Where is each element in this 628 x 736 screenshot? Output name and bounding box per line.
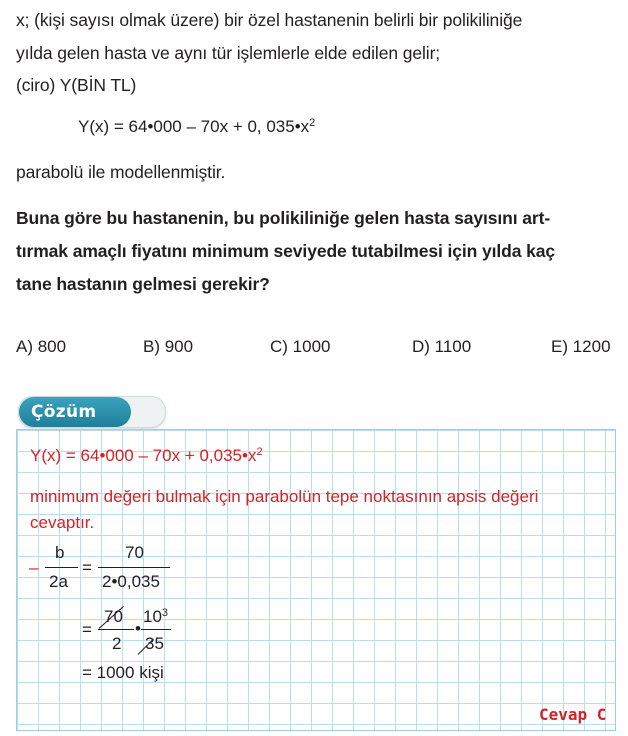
fraction-power-exponent: 3 — [161, 607, 169, 619]
solution-text-1: minimum değeri bulmak için parabolün tepe noktasının apsis değeri — [30, 487, 539, 506]
option-b[interactable]: B) 900 — [143, 337, 194, 356]
option-e[interactable]: E) 1200 — [551, 337, 611, 356]
solution-tab-label: Çözüm — [19, 397, 131, 427]
answer-label: Cevap C — [539, 705, 607, 724]
fraction-b-denominator: 2a — [49, 572, 68, 591]
fraction-cancel-denominator: 2 — [112, 634, 122, 653]
fraction-power-bar — [141, 629, 171, 630]
option-d[interactable]: D) 1100 — [412, 337, 472, 356]
question-line-2: yılda gelen hasta ve aynı tür işlemlerle elde edilen gelir; — [16, 43, 441, 63]
solution-formula — [30, 446, 263, 466]
solution-formula-main: Y(x) = 64•000 – 70x + 0,035•x — [30, 446, 257, 465]
question-prompt-line-2: tırmak amaçlı fiyatını minimum seviyede tutabilmesi için yılda kaç — [16, 241, 556, 261]
fraction-cancel-numerator: 70 — [104, 607, 123, 626]
question-prompt-line-3: tane hastanın gelmesi gerekir? — [16, 274, 270, 294]
multiply-dot: • — [135, 619, 141, 638]
fraction-70-bar — [98, 567, 170, 568]
fraction-b-numerator: b — [55, 543, 65, 562]
solution-tab — [18, 396, 166, 428]
question-line-1: x; (kişi sayısı olmak üzere) bir özel hastanenin belirli bir polikiliniğe — [16, 10, 523, 30]
equals-sign-1: = — [82, 558, 92, 577]
question-line-4: parabolü ile modellenmiştir. — [16, 162, 226, 182]
fraction-b-bar — [45, 567, 78, 568]
model-formula — [78, 117, 315, 137]
option-c[interactable]: C) 1000 — [270, 337, 331, 356]
model-formula-main: Y(x) = 64•000 – 70x + 0, 035•x — [78, 117, 310, 136]
fraction-70-numerator: 70 — [125, 543, 144, 562]
model-formula-exponent: 2 — [309, 117, 316, 129]
fraction-power-denominator: 35 — [145, 634, 164, 653]
fraction-power-numerator — [143, 607, 168, 627]
solution-text-2: cevaptır. — [30, 513, 95, 532]
minus-sign: – — [29, 558, 39, 577]
question-prompt-line-1: Buna göre bu hastanenin, bu polikiliniğe gelen hasta sayısını art- — [16, 208, 551, 228]
fraction-cancel-bar — [98, 629, 134, 630]
question-line-3: (ciro) Y(BİN TL) — [16, 75, 137, 95]
solution-formula-exponent: 2 — [256, 446, 263, 458]
solution-result: = 1000 kişi — [82, 663, 164, 682]
option-a[interactable]: A) 800 — [16, 337, 67, 356]
fraction-70-denominator: 2•0,035 — [102, 572, 160, 591]
equals-sign-2: = — [82, 620, 92, 639]
fraction-power-base: 10 — [143, 607, 162, 626]
